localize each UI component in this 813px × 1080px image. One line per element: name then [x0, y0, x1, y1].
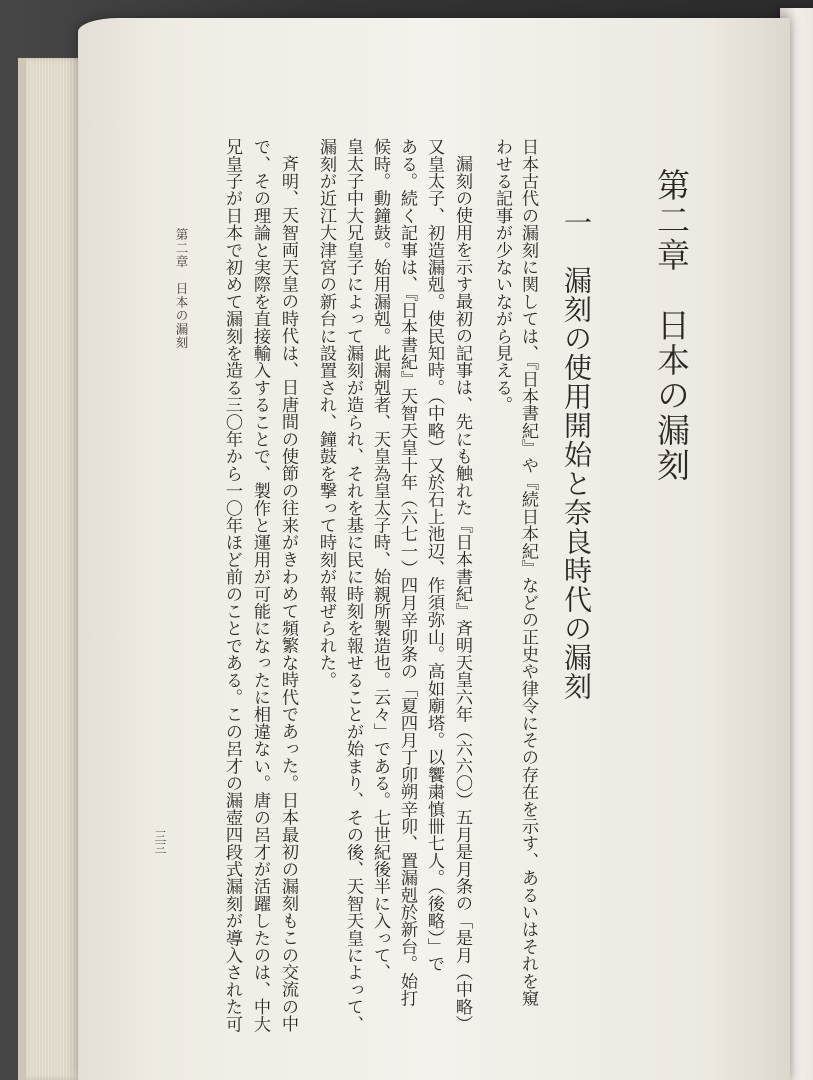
- page-number: 三三: [153, 830, 167, 854]
- body-column: 斉明、天智両天皇の時代は、日唐間の使節の往来がきわめて頻繁な時代であった。日本最初の漏刻もこの交流の中: [278, 155, 298, 1033]
- body-column: 皇太子中大兄皇子によって漏刻が造られ、それを基に民に時刻を報せることが始まり、その後、天智天皇によって、: [343, 138, 363, 1033]
- body-column: 兄皇子が日本で初めて漏刻を造る三〇年から一〇年ほど前のことである。この呂才の漏壺四段式漏刻が導入された可: [222, 138, 242, 1033]
- body-column: 漏刻が近江大津宮の新台に設置され、鐘鼓を撃って時刻が報ぜられた。: [316, 138, 336, 689]
- chapter-title: 第二章 日本の漏刻: [652, 168, 691, 483]
- running-footer: 第二章 日本の漏刻: [174, 228, 189, 350]
- body-column: わせる記事が少ないながら見える。: [492, 138, 512, 414]
- body-column: で、その理論と実際を直接輸入することで、製作と運用が可能になったに相違ない。唐の呂才が活躍したのは、中大: [250, 138, 270, 1033]
- body-column: 候時。動鐘鼓。始用漏剋。此漏剋者、天皇為皇太子時、始親所製造也。云々」である。七世紀後半に入って、: [370, 138, 390, 981]
- section-title: 一 漏刻の使用開始と奈良時代の漏刻: [560, 208, 593, 701]
- body-column: ある。続く記事は、『日本書紀』天智天皇十年（六七一）四月辛卯条の「夏四月丁卯朔辛卯、置漏剋於新台。始打: [397, 138, 417, 1007]
- body-column: 漏刻の使用を示す最初の記事は、先にも触れた『日本書紀』斉明天皇六年（六六〇）五月是月条の「是月（中略）: [452, 155, 472, 1033]
- body-column: 日本古代の漏刻に関しては、『日本書紀』や『続日本紀』などの正史や律令にその存在を示す、あるいはそれを窺: [518, 138, 538, 1007]
- body-column: 又皇太子、初造漏剋。使民知時。（中略）又於石上池辺、作須弥山。高如廟塔。以饗粛慎卌七人。（後略）」で: [424, 138, 444, 973]
